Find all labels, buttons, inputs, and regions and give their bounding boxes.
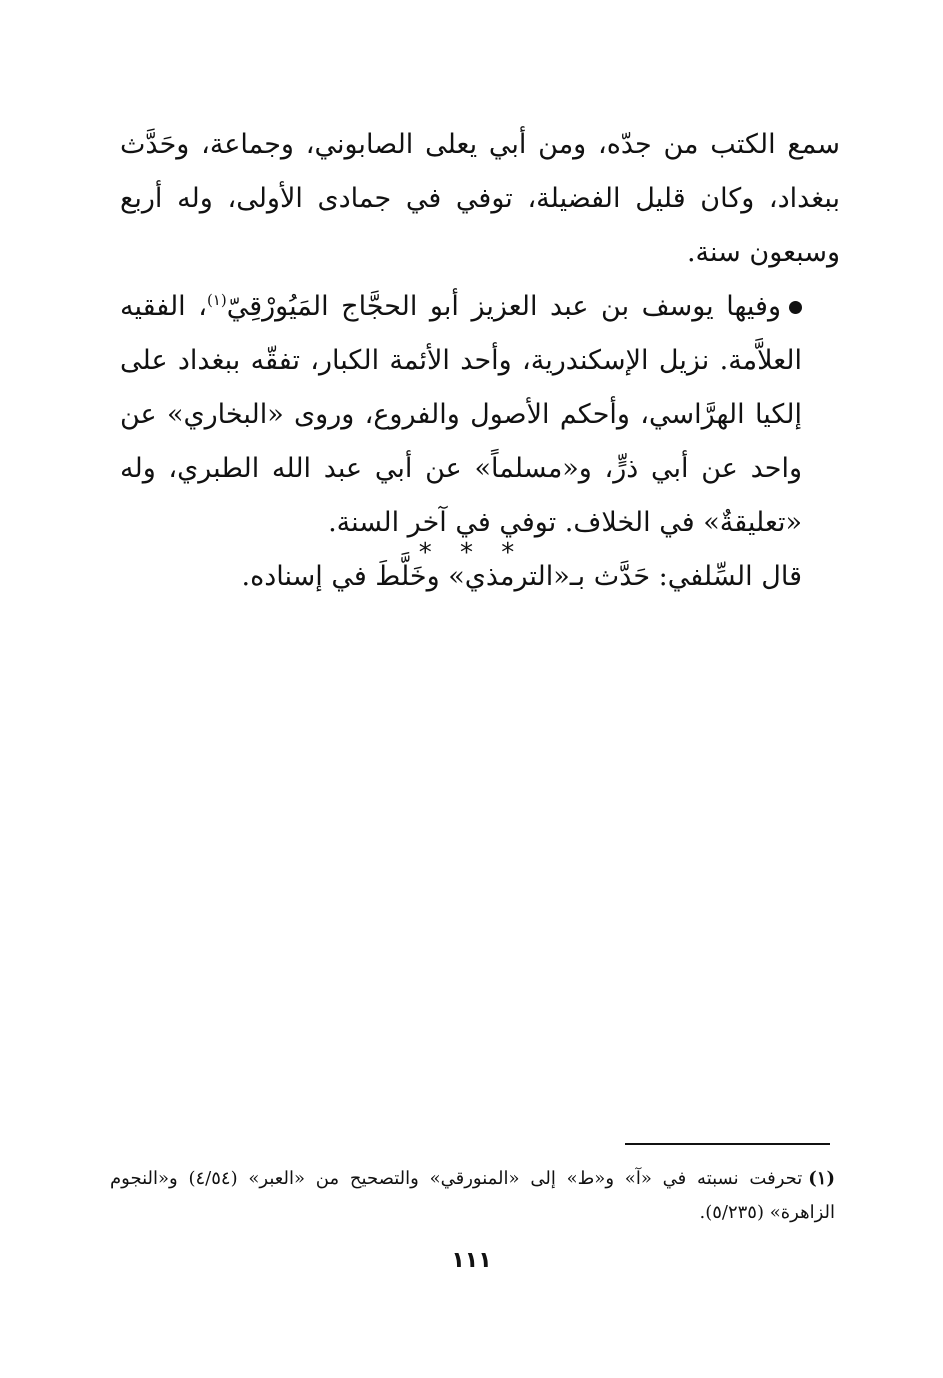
footnote-1: [110, 1162, 835, 1230]
section-separator: * * *: [418, 538, 525, 568]
footnotes: [110, 1162, 835, 1230]
page-number: ١١١: [451, 1248, 492, 1273]
footnote-divider: [625, 1143, 830, 1145]
main-text: [120, 118, 840, 604]
paragraph-2-part-1: وفيها يوسف بن عبد العزيز أبو الحجَّاج المَيُورْقِيّ: [226, 291, 781, 322]
paragraph-2: [120, 280, 840, 550]
footnote-text: تحرفت نسبته في «آ» و«ط» إلى «المنورقي» والتصحيح من «العبر» (٤/٥٤) و«النجوم الزاهرة» (٥/٢٣٥).: [110, 1168, 835, 1223]
footnote-reference[interactable]: (١): [206, 291, 227, 309]
bullet-icon: [789, 301, 802, 314]
paragraph-1: سمع الكتب من جدّه، ومن أبي يعلى الصابوني، وجماعة، وحَدَّث ببغداد، وكان قليل الفضيلة، توفي في جمادى الأولى، وله أربع وسبعون سنة.: [120, 129, 840, 268]
footnote-number: (١): [808, 1168, 835, 1189]
paragraph-2-part-2: ، الفقيه العلاَّمة. نزيل الإسكندرية، وأحد الأئمة الكبار، تفقّه ببغداد على إلكيا الهرَّاسي، وأحكم الأصول والفروع، وروى «البخاري» عن واحد عن أبي ذرٍّ، و«مسلماً» عن أبي عبد الله الطبري، وله «تعليقةٌ» في الخلاف. توفي في آخر السنة.: [120, 291, 802, 538]
paragraph-3: قال السِّلفي: حَدَّث بـ«الترمذي» وخَلَّطَ في إسناده.: [241, 561, 802, 592]
